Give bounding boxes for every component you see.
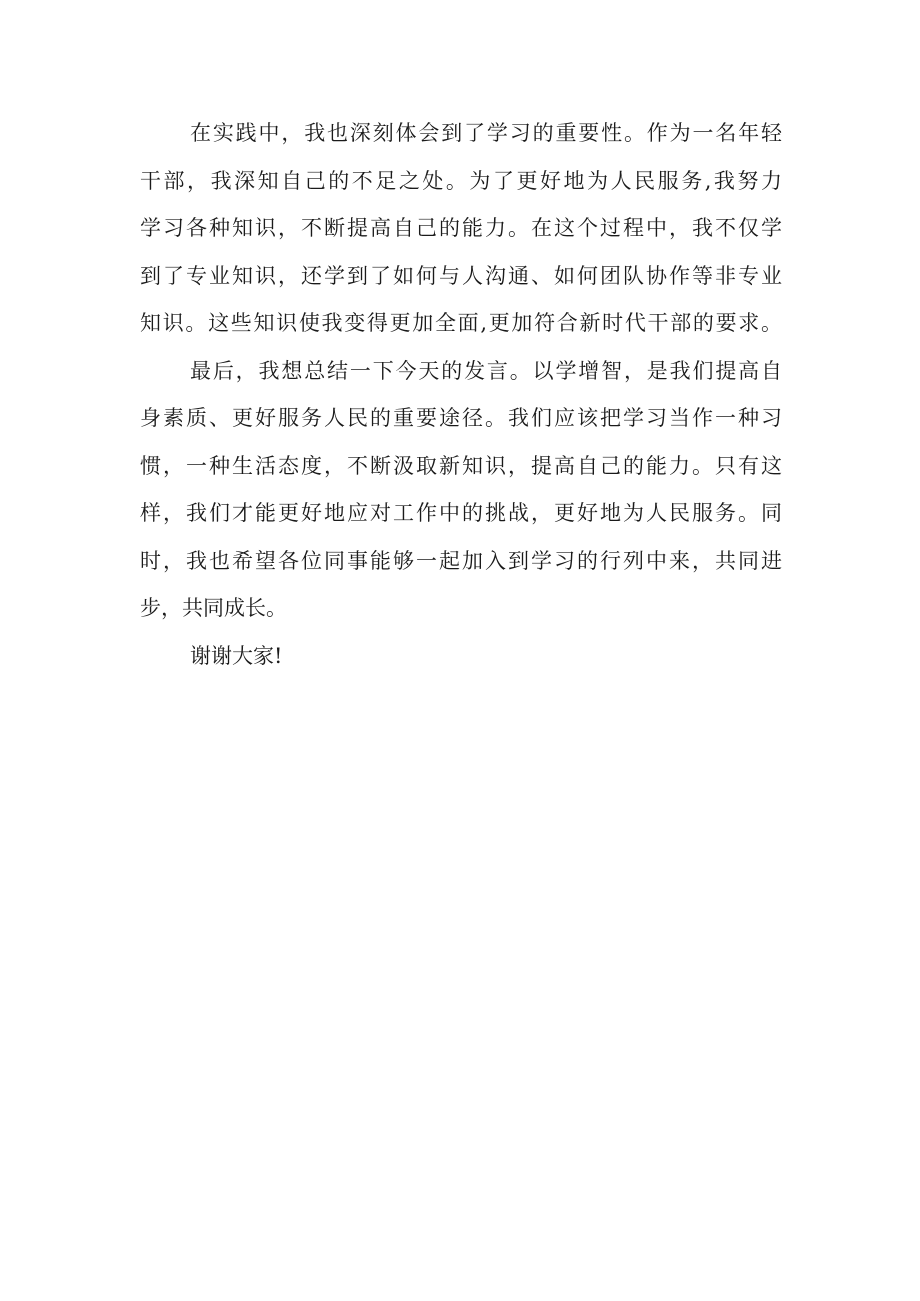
paragraph-conclusion — [140, 348, 782, 633]
text-line: 步，共同成长。 — [140, 596, 287, 620]
paragraph-practice-learning — [140, 110, 782, 348]
text-line: 到了专业知识，还学到了如何与人沟通、如何团队协作等非专业 — [140, 263, 782, 288]
document-body — [140, 110, 782, 680]
text-line: 样，我们才能更好地应对工作中的挑战，更好地为人民服务。同 — [140, 501, 782, 525]
text-line: 惯，一种生活态度，不断汲取新知识，提高自己的能力。只有这 — [140, 453, 782, 478]
text-line: 身素质、更好服务人民的重要途径。我们应该把学习当作一种习 — [140, 406, 782, 430]
paragraph-thanks — [140, 633, 782, 681]
text-line: 知识。这些知识使我变得更加全面,更加符合新时代干部的要求。 — [140, 311, 782, 335]
closing-line: 谢谢大家! — [190, 643, 283, 668]
text-line: 最后，我想总结一下今天的发言。以学增智，是我们提高自 — [190, 358, 782, 383]
text-line: 时，我也希望各位同事能够一起加入到学习的行列中来，共同进 — [140, 548, 782, 573]
text-line: 学习各种知识，不断提高自己的能力。在这个过程中，我不仅学 — [140, 216, 782, 240]
text-line: 在实践中，我也深刻体会到了学习的重要性。作为一名年轻 — [190, 121, 782, 145]
text-line: 干部，我深知自己的不足之处。为了更好地为人民服务,我努力 — [140, 168, 782, 193]
